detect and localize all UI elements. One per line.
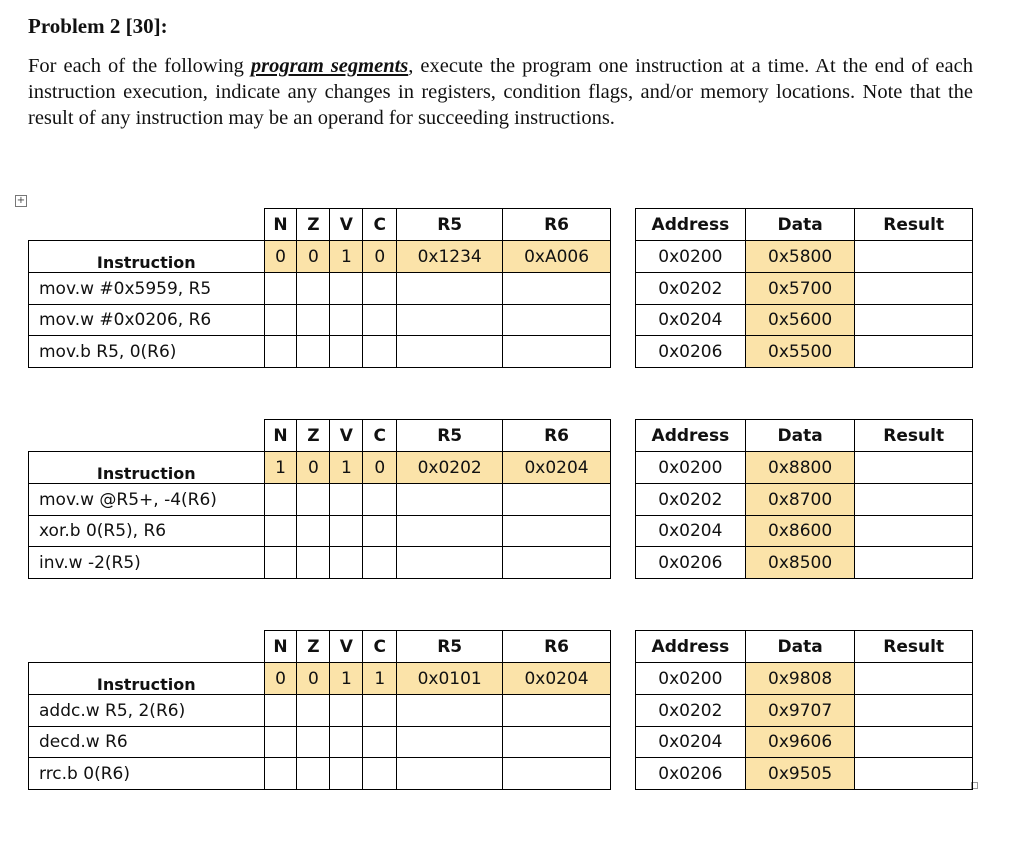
memory-data: 0x8700 bbox=[745, 484, 855, 516]
memory-row bbox=[636, 241, 973, 273]
instruction-header: Instruction bbox=[29, 452, 265, 484]
initial-flag-n: 1 bbox=[264, 452, 297, 484]
flag-n-header: N bbox=[264, 631, 297, 663]
instruction-row bbox=[29, 336, 611, 368]
answer-r5-cell[interactable] bbox=[397, 758, 503, 790]
initial-flag-z: 0 bbox=[297, 452, 330, 484]
instruction-text: xor.b 0(R5), R6 bbox=[29, 516, 265, 547]
answer-r6-cell[interactable] bbox=[503, 305, 611, 336]
answer-result-cell[interactable] bbox=[855, 727, 973, 758]
initial-flag-v: 1 bbox=[330, 241, 363, 273]
answer-flag-z-cell[interactable] bbox=[297, 484, 330, 516]
instruction-text: decd.w R6 bbox=[29, 727, 265, 758]
address-header: Address bbox=[636, 209, 746, 241]
answer-flag-n-cell[interactable] bbox=[264, 305, 297, 336]
answer-r6-cell[interactable] bbox=[503, 336, 611, 368]
answer-result-cell[interactable] bbox=[855, 663, 973, 695]
r5-header: R5 bbox=[397, 420, 503, 452]
flag-z-header: Z bbox=[297, 420, 330, 452]
answer-flag-c-cell[interactable] bbox=[363, 547, 397, 579]
initial-flag-n: 0 bbox=[264, 663, 297, 695]
address-header: Address bbox=[636, 631, 746, 663]
answer-flag-z-cell[interactable] bbox=[297, 516, 330, 547]
memory-data: 0x9606 bbox=[745, 727, 855, 758]
answer-r6-cell[interactable] bbox=[503, 273, 611, 305]
memory-data: 0x9707 bbox=[745, 695, 855, 727]
answer-flag-n-cell[interactable] bbox=[264, 547, 297, 579]
memory-row bbox=[636, 305, 973, 336]
memory-address: 0x0202 bbox=[636, 484, 746, 516]
answer-flag-v-cell[interactable] bbox=[330, 695, 363, 727]
answer-result-cell[interactable] bbox=[855, 758, 973, 790]
memory-table bbox=[635, 208, 973, 368]
instruction-row bbox=[29, 484, 611, 516]
answer-flag-z-cell[interactable] bbox=[297, 695, 330, 727]
answer-result-cell[interactable] bbox=[855, 336, 973, 368]
table-move-handle-icon[interactable]: + bbox=[16, 195, 26, 206]
instruction-text: inv.w -2(R5) bbox=[29, 547, 265, 579]
answer-flag-v-cell[interactable] bbox=[330, 273, 363, 305]
instruction-text: addc.w R5, 2(R6) bbox=[29, 695, 265, 727]
flag-v-header: V bbox=[330, 420, 363, 452]
blank-corner bbox=[29, 420, 265, 452]
answer-flag-v-cell[interactable] bbox=[330, 336, 363, 368]
blank-corner bbox=[29, 209, 265, 241]
memory-data: 0x8600 bbox=[745, 516, 855, 547]
memory-address: 0x0200 bbox=[636, 452, 746, 484]
memory-data: 0x5700 bbox=[745, 273, 855, 305]
memory-row bbox=[636, 695, 973, 727]
answer-flag-n-cell[interactable] bbox=[264, 336, 297, 368]
answer-r5-cell[interactable] bbox=[397, 547, 503, 579]
memory-address: 0x0204 bbox=[636, 727, 746, 758]
r5-header: R5 bbox=[397, 209, 503, 241]
memory-row bbox=[636, 727, 973, 758]
initial-flag-v: 1 bbox=[330, 452, 363, 484]
instruction-text: mov.w @R5+, -4(R6) bbox=[29, 484, 265, 516]
answer-flag-v-cell[interactable] bbox=[330, 516, 363, 547]
answer-r6-cell[interactable] bbox=[503, 727, 611, 758]
answer-flag-n-cell[interactable] bbox=[264, 484, 297, 516]
instruction-row bbox=[29, 273, 611, 305]
instruction-text: mov.w #0x5959, R5 bbox=[29, 273, 265, 305]
answer-result-cell[interactable] bbox=[855, 305, 973, 336]
memory-address: 0x0202 bbox=[636, 273, 746, 305]
instruction-header: Instruction bbox=[29, 663, 265, 695]
answer-flag-v-cell[interactable] bbox=[330, 758, 363, 790]
memory-data: 0x9808 bbox=[745, 663, 855, 695]
answer-result-cell[interactable] bbox=[855, 273, 973, 305]
result-header: Result bbox=[855, 209, 973, 241]
answer-r6-cell[interactable] bbox=[503, 758, 611, 790]
instruction-row bbox=[29, 727, 611, 758]
register-flags-table bbox=[28, 419, 611, 579]
answer-result-cell[interactable] bbox=[855, 484, 973, 516]
initial-flag-n: 0 bbox=[264, 241, 297, 273]
answer-flag-z-cell[interactable] bbox=[297, 273, 330, 305]
memory-row bbox=[636, 758, 973, 790]
answer-flag-c-cell[interactable] bbox=[363, 336, 397, 368]
answer-r6-cell[interactable] bbox=[503, 516, 611, 547]
r6-header: R6 bbox=[503, 420, 611, 452]
memory-address: 0x0200 bbox=[636, 663, 746, 695]
answer-r5-cell[interactable] bbox=[397, 305, 503, 336]
data-header: Data bbox=[745, 209, 855, 241]
memory-data: 0x5600 bbox=[745, 305, 855, 336]
answer-flag-c-cell[interactable] bbox=[363, 484, 397, 516]
flag-n-header: N bbox=[264, 420, 297, 452]
flag-z-header: Z bbox=[297, 209, 330, 241]
memory-row bbox=[636, 452, 973, 484]
memory-row bbox=[636, 336, 973, 368]
memory-table bbox=[635, 419, 973, 579]
answer-r6-cell[interactable] bbox=[503, 695, 611, 727]
answer-flag-c-cell[interactable] bbox=[363, 273, 397, 305]
answer-result-cell[interactable] bbox=[855, 547, 973, 579]
answer-result-cell[interactable] bbox=[855, 452, 973, 484]
intro-text-start: For each of the following bbox=[28, 55, 251, 77]
answer-flag-v-cell[interactable] bbox=[330, 305, 363, 336]
memory-address: 0x0206 bbox=[636, 547, 746, 579]
answer-result-cell[interactable] bbox=[855, 241, 973, 273]
answer-flag-z-cell[interactable] bbox=[297, 336, 330, 368]
register-flags-table bbox=[28, 630, 611, 790]
answer-r5-cell[interactable] bbox=[397, 273, 503, 305]
memory-address: 0x0202 bbox=[636, 695, 746, 727]
memory-row bbox=[636, 273, 973, 305]
answer-flag-z-cell[interactable] bbox=[297, 547, 330, 579]
answer-flag-z-cell[interactable] bbox=[297, 305, 330, 336]
initial-flag-c: 0 bbox=[363, 241, 397, 273]
intro-text-end: , execute the program one instruction at a time. At the end of each instruction execution, indicate any changes in registers, condition flags, and/or memory locations. Note that the result of any instruction may be an operand for succeeding instructions. bbox=[28, 55, 973, 129]
answer-flag-n-cell[interactable] bbox=[264, 695, 297, 727]
initial-r5-value: 0x0101 bbox=[397, 663, 503, 695]
answer-flag-z-cell[interactable] bbox=[297, 758, 330, 790]
answer-r6-cell[interactable] bbox=[503, 484, 611, 516]
memory-data: 0x8500 bbox=[745, 547, 855, 579]
initial-r6-value: 0x0204 bbox=[503, 663, 611, 695]
instruction-row bbox=[29, 305, 611, 336]
memory-row bbox=[636, 516, 973, 547]
result-header: Result bbox=[855, 631, 973, 663]
answer-flag-c-cell[interactable] bbox=[363, 727, 397, 758]
memory-data: 0x5800 bbox=[745, 241, 855, 273]
instruction-row bbox=[29, 547, 611, 579]
initial-flag-v: 1 bbox=[330, 663, 363, 695]
flag-c-header: C bbox=[363, 209, 397, 241]
answer-result-cell[interactable] bbox=[855, 516, 973, 547]
data-header: Data bbox=[745, 631, 855, 663]
answer-flag-v-cell[interactable] bbox=[330, 547, 363, 579]
answer-flag-c-cell[interactable] bbox=[363, 758, 397, 790]
memory-row bbox=[636, 484, 973, 516]
flag-v-header: V bbox=[330, 631, 363, 663]
initial-r5-value: 0x1234 bbox=[397, 241, 503, 273]
flag-c-header: C bbox=[363, 420, 397, 452]
flag-v-header: V bbox=[330, 209, 363, 241]
r6-header: R6 bbox=[503, 631, 611, 663]
instruction-text: mov.b R5, 0(R6) bbox=[29, 336, 265, 368]
memory-row bbox=[636, 663, 973, 695]
flag-z-header: Z bbox=[297, 631, 330, 663]
result-header: Result bbox=[855, 420, 973, 452]
answer-flag-v-cell[interactable] bbox=[330, 727, 363, 758]
answer-r5-cell[interactable] bbox=[397, 484, 503, 516]
memory-data: 0x5500 bbox=[745, 336, 855, 368]
initial-flag-c: 1 bbox=[363, 663, 397, 695]
answer-flag-c-cell[interactable] bbox=[363, 516, 397, 547]
answer-r6-cell[interactable] bbox=[503, 547, 611, 579]
initial-r5-value: 0x0202 bbox=[397, 452, 503, 484]
instruction-row bbox=[29, 516, 611, 547]
answer-flag-c-cell[interactable] bbox=[363, 695, 397, 727]
data-header: Data bbox=[745, 420, 855, 452]
memory-address: 0x0200 bbox=[636, 241, 746, 273]
instruction-text: rrc.b 0(R6) bbox=[29, 758, 265, 790]
answer-r5-cell[interactable] bbox=[397, 336, 503, 368]
initial-r6-value: 0xA006 bbox=[503, 241, 611, 273]
r6-header: R6 bbox=[503, 209, 611, 241]
memory-data: 0x9505 bbox=[745, 758, 855, 790]
answer-flag-c-cell[interactable] bbox=[363, 305, 397, 336]
instruction-text: mov.w #0x0206, R6 bbox=[29, 305, 265, 336]
problem-instructions bbox=[28, 53, 973, 131]
answer-r5-cell[interactable] bbox=[397, 727, 503, 758]
memory-table bbox=[635, 630, 973, 790]
blank-corner bbox=[29, 631, 265, 663]
memory-data: 0x8800 bbox=[745, 452, 855, 484]
answer-flag-z-cell[interactable] bbox=[297, 727, 330, 758]
instruction-row bbox=[29, 758, 611, 790]
register-flags-table bbox=[28, 208, 611, 368]
answer-result-cell[interactable] bbox=[855, 695, 973, 727]
answer-flag-n-cell[interactable] bbox=[264, 727, 297, 758]
instruction-header: Instruction bbox=[29, 241, 265, 273]
answer-flag-n-cell[interactable] bbox=[264, 758, 297, 790]
flag-c-header: C bbox=[363, 631, 397, 663]
flag-n-header: N bbox=[264, 209, 297, 241]
answer-flag-n-cell[interactable] bbox=[264, 273, 297, 305]
intro-emphasis: program segments bbox=[250, 55, 409, 77]
initial-flag-z: 0 bbox=[297, 663, 330, 695]
memory-address: 0x0204 bbox=[636, 516, 746, 547]
problem-title: Problem 2 [30]: bbox=[28, 14, 168, 38]
memory-address: 0x0206 bbox=[636, 758, 746, 790]
answer-flag-n-cell[interactable] bbox=[264, 516, 297, 547]
answer-r5-cell[interactable] bbox=[397, 695, 503, 727]
memory-address: 0x0204 bbox=[636, 305, 746, 336]
address-header: Address bbox=[636, 420, 746, 452]
memory-row bbox=[636, 547, 973, 579]
initial-r6-value: 0x0204 bbox=[503, 452, 611, 484]
instruction-row bbox=[29, 695, 611, 727]
answer-r5-cell[interactable] bbox=[397, 516, 503, 547]
r5-header: R5 bbox=[397, 631, 503, 663]
answer-flag-v-cell[interactable] bbox=[330, 484, 363, 516]
initial-flag-z: 0 bbox=[297, 241, 330, 273]
memory-address: 0x0206 bbox=[636, 336, 746, 368]
initial-flag-c: 0 bbox=[363, 452, 397, 484]
